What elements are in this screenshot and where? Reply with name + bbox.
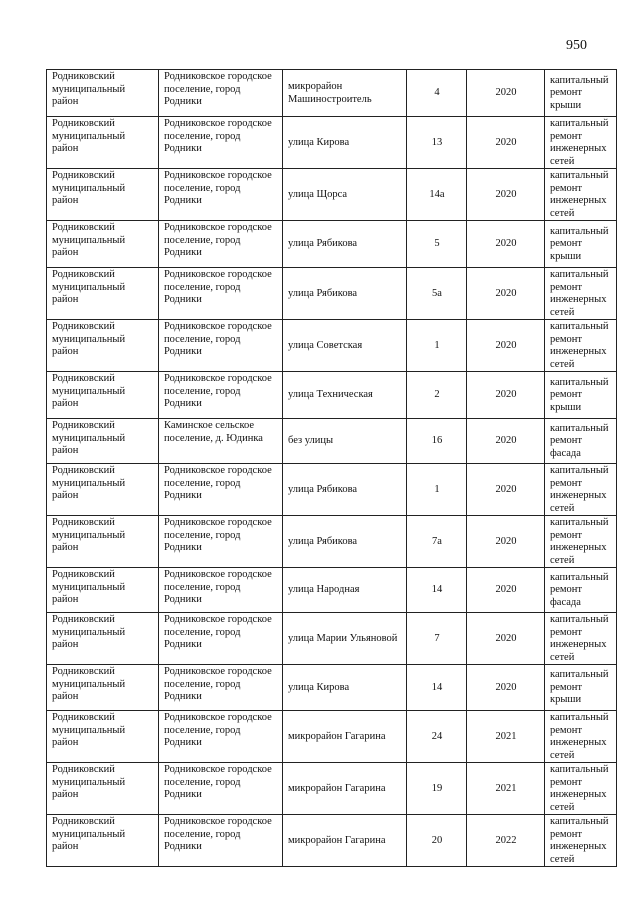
district-cell: Родниковский муниципальный район: [47, 763, 159, 815]
district-cell: Родниковский муниципальный район: [47, 568, 159, 613]
district-cell: Родниковский муниципальный район: [47, 268, 159, 320]
house-cell: 1: [407, 320, 467, 372]
house-cell: 24: [407, 711, 467, 763]
street-cell: микрорайон Гагарина: [283, 763, 407, 815]
work-cell: капитальный ремонт инженерных сетей: [545, 268, 617, 320]
work-cell: капитальный ремонт инженерных сетей: [545, 763, 617, 815]
district-cell: Родниковский муниципальный район: [47, 117, 159, 169]
year-cell: 2020: [467, 117, 545, 169]
settlement-cell: Родниковское городское поселение, город Родники: [159, 117, 283, 169]
house-cell: 7: [407, 613, 467, 665]
work-cell: капитальный ремонт инженерных сетей: [545, 464, 617, 516]
year-cell: 2020: [467, 516, 545, 568]
house-cell: 14: [407, 568, 467, 613]
year-cell: 2020: [467, 221, 545, 268]
street-cell: улица Марии Ульяновой: [283, 613, 407, 665]
table-row: [47, 711, 617, 763]
settlement-cell: Родниковское городское поселение, город Родники: [159, 711, 283, 763]
district-cell: Родниковский муниципальный район: [47, 169, 159, 221]
settlement-cell: Родниковское городское поселение, город Родники: [159, 763, 283, 815]
year-cell: 2020: [467, 568, 545, 613]
district-cell: Родниковский муниципальный район: [47, 516, 159, 568]
table-row: [47, 70, 617, 117]
district-cell: Родниковский муниципальный район: [47, 70, 159, 117]
house-cell: 7а: [407, 516, 467, 568]
street-cell: улица Техническая: [283, 372, 407, 419]
district-cell: Родниковский муниципальный район: [47, 464, 159, 516]
street-cell: улица Рябикова: [283, 464, 407, 516]
house-cell: 1: [407, 464, 467, 516]
housing-repair-table: [46, 69, 617, 867]
page-number: 950: [566, 38, 587, 53]
table-row: [47, 613, 617, 665]
house-cell: 14: [407, 665, 467, 711]
settlement-cell: Родниковское городское поселение, город Родники: [159, 516, 283, 568]
street-cell: улица Кирова: [283, 665, 407, 711]
work-cell: капитальный ремонт инженерных сетей: [545, 320, 617, 372]
street-cell: без улицы: [283, 419, 407, 464]
table-row: [47, 419, 617, 464]
table-row: [47, 464, 617, 516]
settlement-cell: Родниковское городское поселение, город Родники: [159, 268, 283, 320]
table-row: [47, 117, 617, 169]
table-row: [47, 568, 617, 613]
table-row: [47, 221, 617, 268]
settlement-cell: Родниковское городское поселение, город Родники: [159, 665, 283, 711]
table-row: [47, 320, 617, 372]
house-cell: 5а: [407, 268, 467, 320]
table-row: [47, 815, 617, 867]
settlement-cell: Родниковское городское поселение, город Родники: [159, 568, 283, 613]
year-cell: 2020: [467, 665, 545, 711]
district-cell: Родниковский муниципальный район: [47, 221, 159, 268]
work-cell: капитальный ремонт крыши: [545, 665, 617, 711]
work-cell: капитальный ремонт инженерных сетей: [545, 516, 617, 568]
street-cell: улица Рябикова: [283, 221, 407, 268]
table-row: [47, 268, 617, 320]
settlement-cell: Родниковское городское поселение, город Родники: [159, 320, 283, 372]
year-cell: 2020: [467, 70, 545, 117]
year-cell: 2021: [467, 763, 545, 815]
year-cell: 2022: [467, 815, 545, 867]
house-cell: 2: [407, 372, 467, 419]
district-cell: Родниковский муниципальный район: [47, 419, 159, 464]
work-cell: капитальный ремонт инженерных сетей: [545, 711, 617, 763]
work-cell: капитальный ремонт инженерных сетей: [545, 169, 617, 221]
street-cell: микрорайон Машиностроитель: [283, 70, 407, 117]
house-cell: 13: [407, 117, 467, 169]
street-cell: улица Кирова: [283, 117, 407, 169]
year-cell: 2020: [467, 419, 545, 464]
street-cell: микрорайон Гагарина: [283, 711, 407, 763]
work-cell: капитальный ремонт фасада: [545, 568, 617, 613]
year-cell: 2020: [467, 372, 545, 419]
district-cell: Родниковский муниципальный район: [47, 613, 159, 665]
house-cell: 20: [407, 815, 467, 867]
street-cell: улица Щорса: [283, 169, 407, 221]
table-row: [47, 169, 617, 221]
house-cell: 4: [407, 70, 467, 117]
settlement-cell: Родниковское городское поселение, город Родники: [159, 221, 283, 268]
year-cell: 2020: [467, 464, 545, 516]
settlement-cell: Родниковское городское поселение, город Родники: [159, 372, 283, 419]
district-cell: Родниковский муниципальный район: [47, 711, 159, 763]
house-cell: 14а: [407, 169, 467, 221]
table-row: [47, 372, 617, 419]
year-cell: 2021: [467, 711, 545, 763]
settlement-cell: Каминское сельское поселение, д. Юдинка: [159, 419, 283, 464]
year-cell: 2020: [467, 268, 545, 320]
work-cell: капитальный ремонт крыши: [545, 70, 617, 117]
settlement-cell: Родниковское городское поселение, город Родники: [159, 70, 283, 117]
house-cell: 5: [407, 221, 467, 268]
year-cell: 2020: [467, 169, 545, 221]
settlement-cell: Родниковское городское поселение, город Родники: [159, 815, 283, 867]
settlement-cell: Родниковское городское поселение, город Родники: [159, 464, 283, 516]
street-cell: улица Советская: [283, 320, 407, 372]
table-row: [47, 516, 617, 568]
district-cell: Родниковский муниципальный район: [47, 372, 159, 419]
table-row: [47, 763, 617, 815]
year-cell: 2020: [467, 613, 545, 665]
settlement-cell: Родниковское городское поселение, город Родники: [159, 169, 283, 221]
work-cell: капитальный ремонт крыши: [545, 221, 617, 268]
street-cell: улица Рябикова: [283, 268, 407, 320]
district-cell: Родниковский муниципальный район: [47, 815, 159, 867]
district-cell: Родниковский муниципальный район: [47, 665, 159, 711]
work-cell: капитальный ремонт инженерных сетей: [545, 815, 617, 867]
table-body: [47, 70, 617, 867]
work-cell: капитальный ремонт фасада: [545, 419, 617, 464]
work-cell: капитальный ремонт инженерных сетей: [545, 613, 617, 665]
street-cell: улица Народная: [283, 568, 407, 613]
house-cell: 19: [407, 763, 467, 815]
street-cell: улица Рябикова: [283, 516, 407, 568]
district-cell: Родниковский муниципальный район: [47, 320, 159, 372]
table-row: [47, 665, 617, 711]
work-cell: капитальный ремонт инженерных сетей: [545, 117, 617, 169]
settlement-cell: Родниковское городское поселение, город Родники: [159, 613, 283, 665]
street-cell: микрорайон Гагарина: [283, 815, 407, 867]
house-cell: 16: [407, 419, 467, 464]
year-cell: 2020: [467, 320, 545, 372]
work-cell: капитальный ремонт крыши: [545, 372, 617, 419]
